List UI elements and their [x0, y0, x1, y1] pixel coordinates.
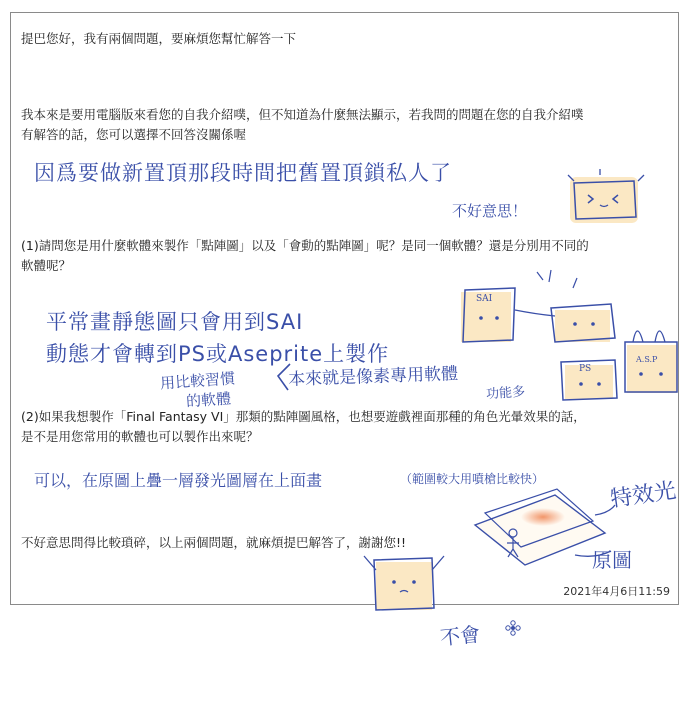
- intro-line-1: 我本來是要用電腦版來看您的自我介紹噗，但不知道為什麼無法顯示，若我問的問題在您的自我介紹噗: [21, 107, 584, 122]
- reply-q1-line-1: 平常畫靜態圖只會用到SAI: [46, 310, 304, 334]
- note-aseprite-line-2: 功能多: [485, 384, 526, 403]
- timestamp: 2021年4月6日11:59: [563, 585, 670, 598]
- reply-q2-note: （範圍較大用噴槍比較快）: [400, 472, 545, 486]
- closing-text: 不好意思問得比較瑣碎，以上兩個問題，就麻煩提巴解答了，謝謝您!!: [21, 535, 407, 550]
- arrow-icon: [270, 360, 300, 400]
- question-1-line-1: (1)請問您是用什麼軟體來製作「點陣圖」以及「會動的點陣圖」呢？是同一個軟體？還是分別用不同的: [21, 238, 589, 253]
- question-1-line-2: 軟體呢？: [21, 258, 72, 273]
- reply-q2-main: 可以，在原圖上疊一層發光圖層在上面畫: [34, 471, 323, 490]
- label-sai: SAI: [476, 294, 493, 304]
- note-habit-line-2: 的軟體: [185, 389, 232, 411]
- glow-layer-illustration: [465, 485, 615, 580]
- note-aseprite-line-1: 本來就是像素專用軟體: [287, 364, 459, 390]
- sketch-label-effect: 特效光: [608, 478, 678, 513]
- sketch-label-original: 原圖: [592, 548, 632, 572]
- greeting-text: 提巴您好，我有兩個問題，要麻煩您幫忙解答一下: [21, 31, 297, 46]
- question-2-line-2: 是不是用您常用的軟體也可以製作出來呢？: [21, 429, 259, 444]
- flower-icon: [505, 620, 521, 636]
- reply-intro: 因爲要做新置頂那段時間把舊置頂鎖私人了: [34, 161, 452, 185]
- intro-line-2: 有解答的話，您可以選擇不回答沒關係喔: [21, 127, 247, 142]
- note-habit-line-1: 用比較習慣: [159, 369, 236, 393]
- software-boxes-sketch: [455, 270, 690, 405]
- no-box-character-icon: [362, 548, 447, 618]
- reply-q1-line-2: 動態才會轉到PS或Aseprite上製作: [46, 342, 390, 366]
- sketch-label-no: 不會: [439, 621, 482, 651]
- reply-sorry: 不好意思！: [452, 202, 528, 220]
- sorry-box-character-icon: [560, 165, 650, 230]
- question-2-line-1: (2)如果我想製作「Final Fantasy VI」那類的點陣圖風格，也想要遊戲裡面那種的角色光暈效果的話，: [21, 409, 586, 424]
- label-ps: PS: [579, 364, 592, 374]
- label-ase: A.S.P: [636, 355, 658, 364]
